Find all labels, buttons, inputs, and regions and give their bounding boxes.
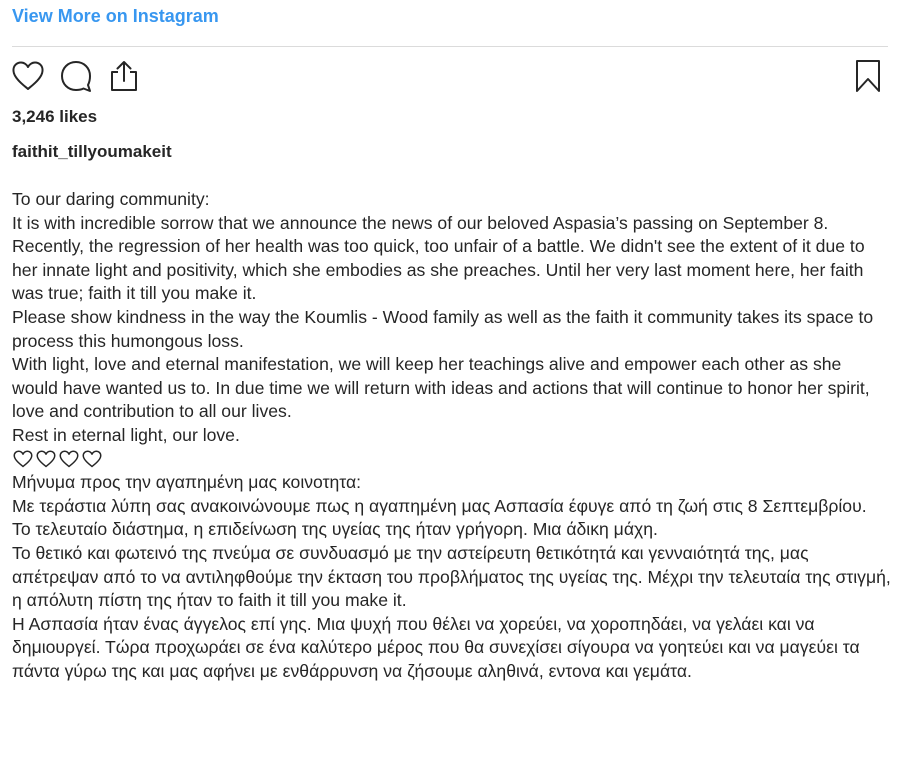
- white-heart-icon: [12, 448, 34, 470]
- caption-line: With light, love and eternal manifestation, we will keep her teachings alive and empower each other as she would have wanted us to. In due time we will return with ideas and actions that will continue to honor her spirit, love and contribution to all our lives.: [12, 354, 870, 422]
- caption-line: Rest in eternal light, our love.: [12, 424, 240, 445]
- share-icon: [107, 59, 141, 93]
- divider: [12, 46, 888, 47]
- save-button[interactable]: [850, 58, 886, 94]
- likes-count[interactable]: 3,246 likes: [12, 107, 98, 126]
- caption-line: Please show kindness in the way the Koumlis - Wood family as well as the faith it community takes its space to process this humongous loss.: [12, 306, 874, 351]
- hearts-emoji-row: [12, 448, 892, 472]
- heart-icon: [11, 60, 45, 92]
- caption-line: To our daring community:: [12, 189, 210, 209]
- username-link[interactable]: faithit_tillyoumakeit: [12, 142, 172, 161]
- white-heart-icon: [35, 448, 57, 470]
- caption-line: Το τελευταίο διάστημα, η επιδείνωση της υγείας της ήταν γρήγορη. Μια άδικη μάχη.: [12, 519, 658, 540]
- caption: [12, 188, 892, 683]
- caption-line: Recently, the regression of her health was too quick, too unfair of a battle. We didn't see the extent of it due to her innate light and positivity, which she embodies as she preaches. Until her very last moment here, her faith was true; faith it till you make it.: [12, 236, 865, 304]
- white-heart-icon: [58, 448, 80, 470]
- caption-line: Η Ασπασία ήταν ένας άγγελος επί γης. Μια ψυχή που θέλει να χορεύει, να χοροπηδάει, να γελάει και να δημιουργεί. Τώρα προχωράει σε ένα καλύτερο μέρος που θα συνεχίσει σίγουρα να γοητεύει και να μαγεύει τα πάντα γύρω της και μας αφήνει με ενθάρρυνση να ζήσουμε αληθινά, εντονα και γεμάτα.: [12, 613, 860, 681]
- bookmark-icon: [854, 59, 882, 93]
- caption-line: Το θετικό και φωτεινό της πνεύμα σε συνδυασμό με την αστείρευτη θετικότητά και γενναιότητά της, μας απέτρεψαν από το να αντιληφθούμε την έκταση του προβλήματος της υγείας της. Μέχρι την τελευταία της στιγμή, η απόλυτη πίστη της ήταν το faith it till you make it.: [12, 542, 891, 611]
- like-button[interactable]: [10, 58, 46, 94]
- comment-icon: [59, 59, 93, 93]
- white-heart-icon: [81, 448, 103, 470]
- comment-button[interactable]: [58, 58, 94, 94]
- action-bar: [10, 58, 154, 94]
- share-button[interactable]: [106, 58, 142, 94]
- caption-line: It is with incredible sorrow that we announce the news of our beloved Aspasia’s passing on September 8.: [12, 212, 829, 233]
- caption-line: Με τεράστια λύπη σας ανακοινώνουμε πως η αγαπημένη μας Ασπασία έφυγε από τη ζωή στις 8 Σεπτεμβρίου.: [12, 495, 867, 516]
- caption-line: Μήνυμα προς την αγαπημένη μας κοινοτητα:: [12, 472, 362, 493]
- view-more-link[interactable]: View More on Instagram: [12, 6, 219, 26]
